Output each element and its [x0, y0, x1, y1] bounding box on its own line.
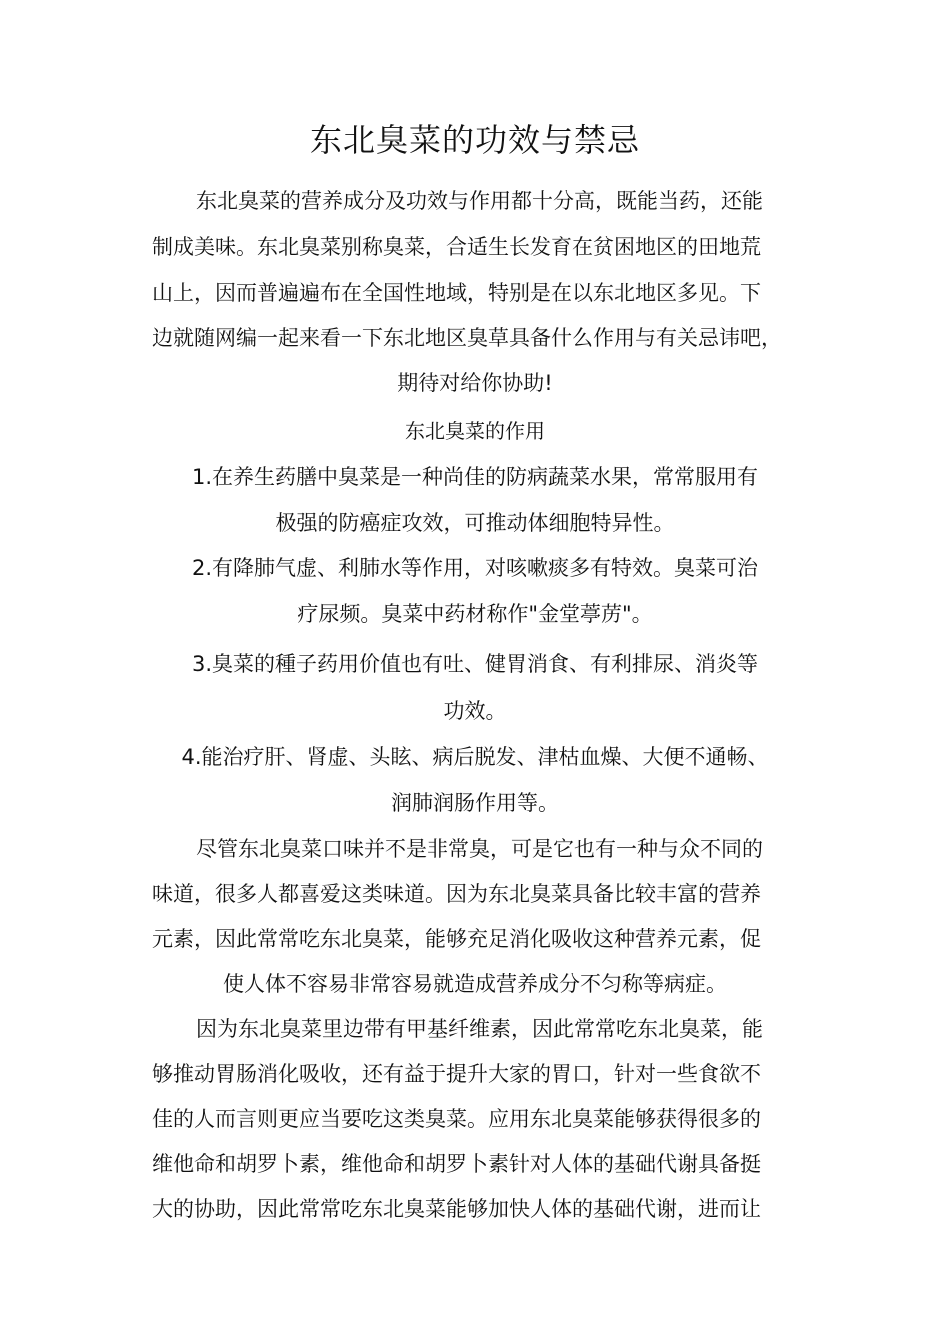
page-title: 东北臭菜的功效与禁忌	[309, 121, 640, 159]
paragraph-line: 大的协助，因此常常吃东北臭菜能够加快人体的基础代谢，进而让	[152, 1197, 761, 1221]
list-item-line: 1.在养生药膳中臭菜是一种尚佳的防病蔬菜水果，常常服用有	[191, 465, 759, 489]
section-heading: 东北臭菜的作用	[405, 419, 545, 443]
paragraph-line: 佳的人而言则更应当要吃这类臭菜。应用东北臭菜能够获得很多的	[152, 1107, 761, 1131]
list-item-line: 2.有降肺气虚、利肺水等作用，对咳嗽痰多有特效。臭菜可治	[191, 556, 759, 580]
intro-line: 山上，因而普遍遍布在全国性地域，特别是在以东北地区多见。下	[152, 281, 761, 305]
intro-line: 东北臭菜的营养成分及功效与作用都十分高，既能当药，还能	[196, 189, 763, 213]
paragraph-line: 够推动胃肠消化吸收，还有益于提升大家的胃口，针对一些食欲不	[152, 1062, 761, 1086]
paragraph-line: 使人体不容易非常容易就造成营养成分不匀称等病症。	[223, 972, 727, 996]
list-item-line: 极强的防癌症攻效，可推动体细胞特异性。	[275, 511, 675, 535]
list-item-line: 功效。	[443, 699, 507, 723]
paragraph-line: 因为东北臭菜里边带有甲基纤维素，因此常常吃东北臭菜，能	[196, 1017, 763, 1041]
list-item-line: 润肺润肠作用等。	[391, 791, 559, 815]
intro-line: 边就随网编一起来看一下东北地区臭草具备什么作用与有关忌讳吧，	[152, 326, 782, 350]
intro-line: 制成美味。东北臭菜别称臭菜，合适生长发育在贫困地区的田地荒	[152, 235, 761, 259]
intro-line: 期待对给你协助!	[397, 371, 553, 395]
list-item-line: 3.臭菜的種子药用价值也有吐、健胃消食、有利排尿、消炎等	[191, 652, 759, 676]
paragraph-line: 味道，很多人都喜爱这类味道。因为东北臭菜具备比较丰富的营养	[152, 882, 761, 906]
paragraph-line: 元素，因此常常吃东北臭菜，能够充足消化吸收这种营养元素，促	[152, 927, 761, 951]
paragraph-line: 尽管东北臭菜口味并不是非常臭，可是它也有一种与众不同的	[196, 837, 763, 861]
paragraph-line: 维他命和胡罗卜素，维他命和胡罗卜素针对人体的基础代谢具备挺	[152, 1152, 761, 1176]
list-item-line: 4.能治疗肝、肾虚、头眩、病后脱发、津枯血燥、大便不通畅、	[181, 745, 769, 769]
list-item-line: 疗尿频。臭菜中药材称作"金堂葶苈"。	[297, 602, 653, 626]
